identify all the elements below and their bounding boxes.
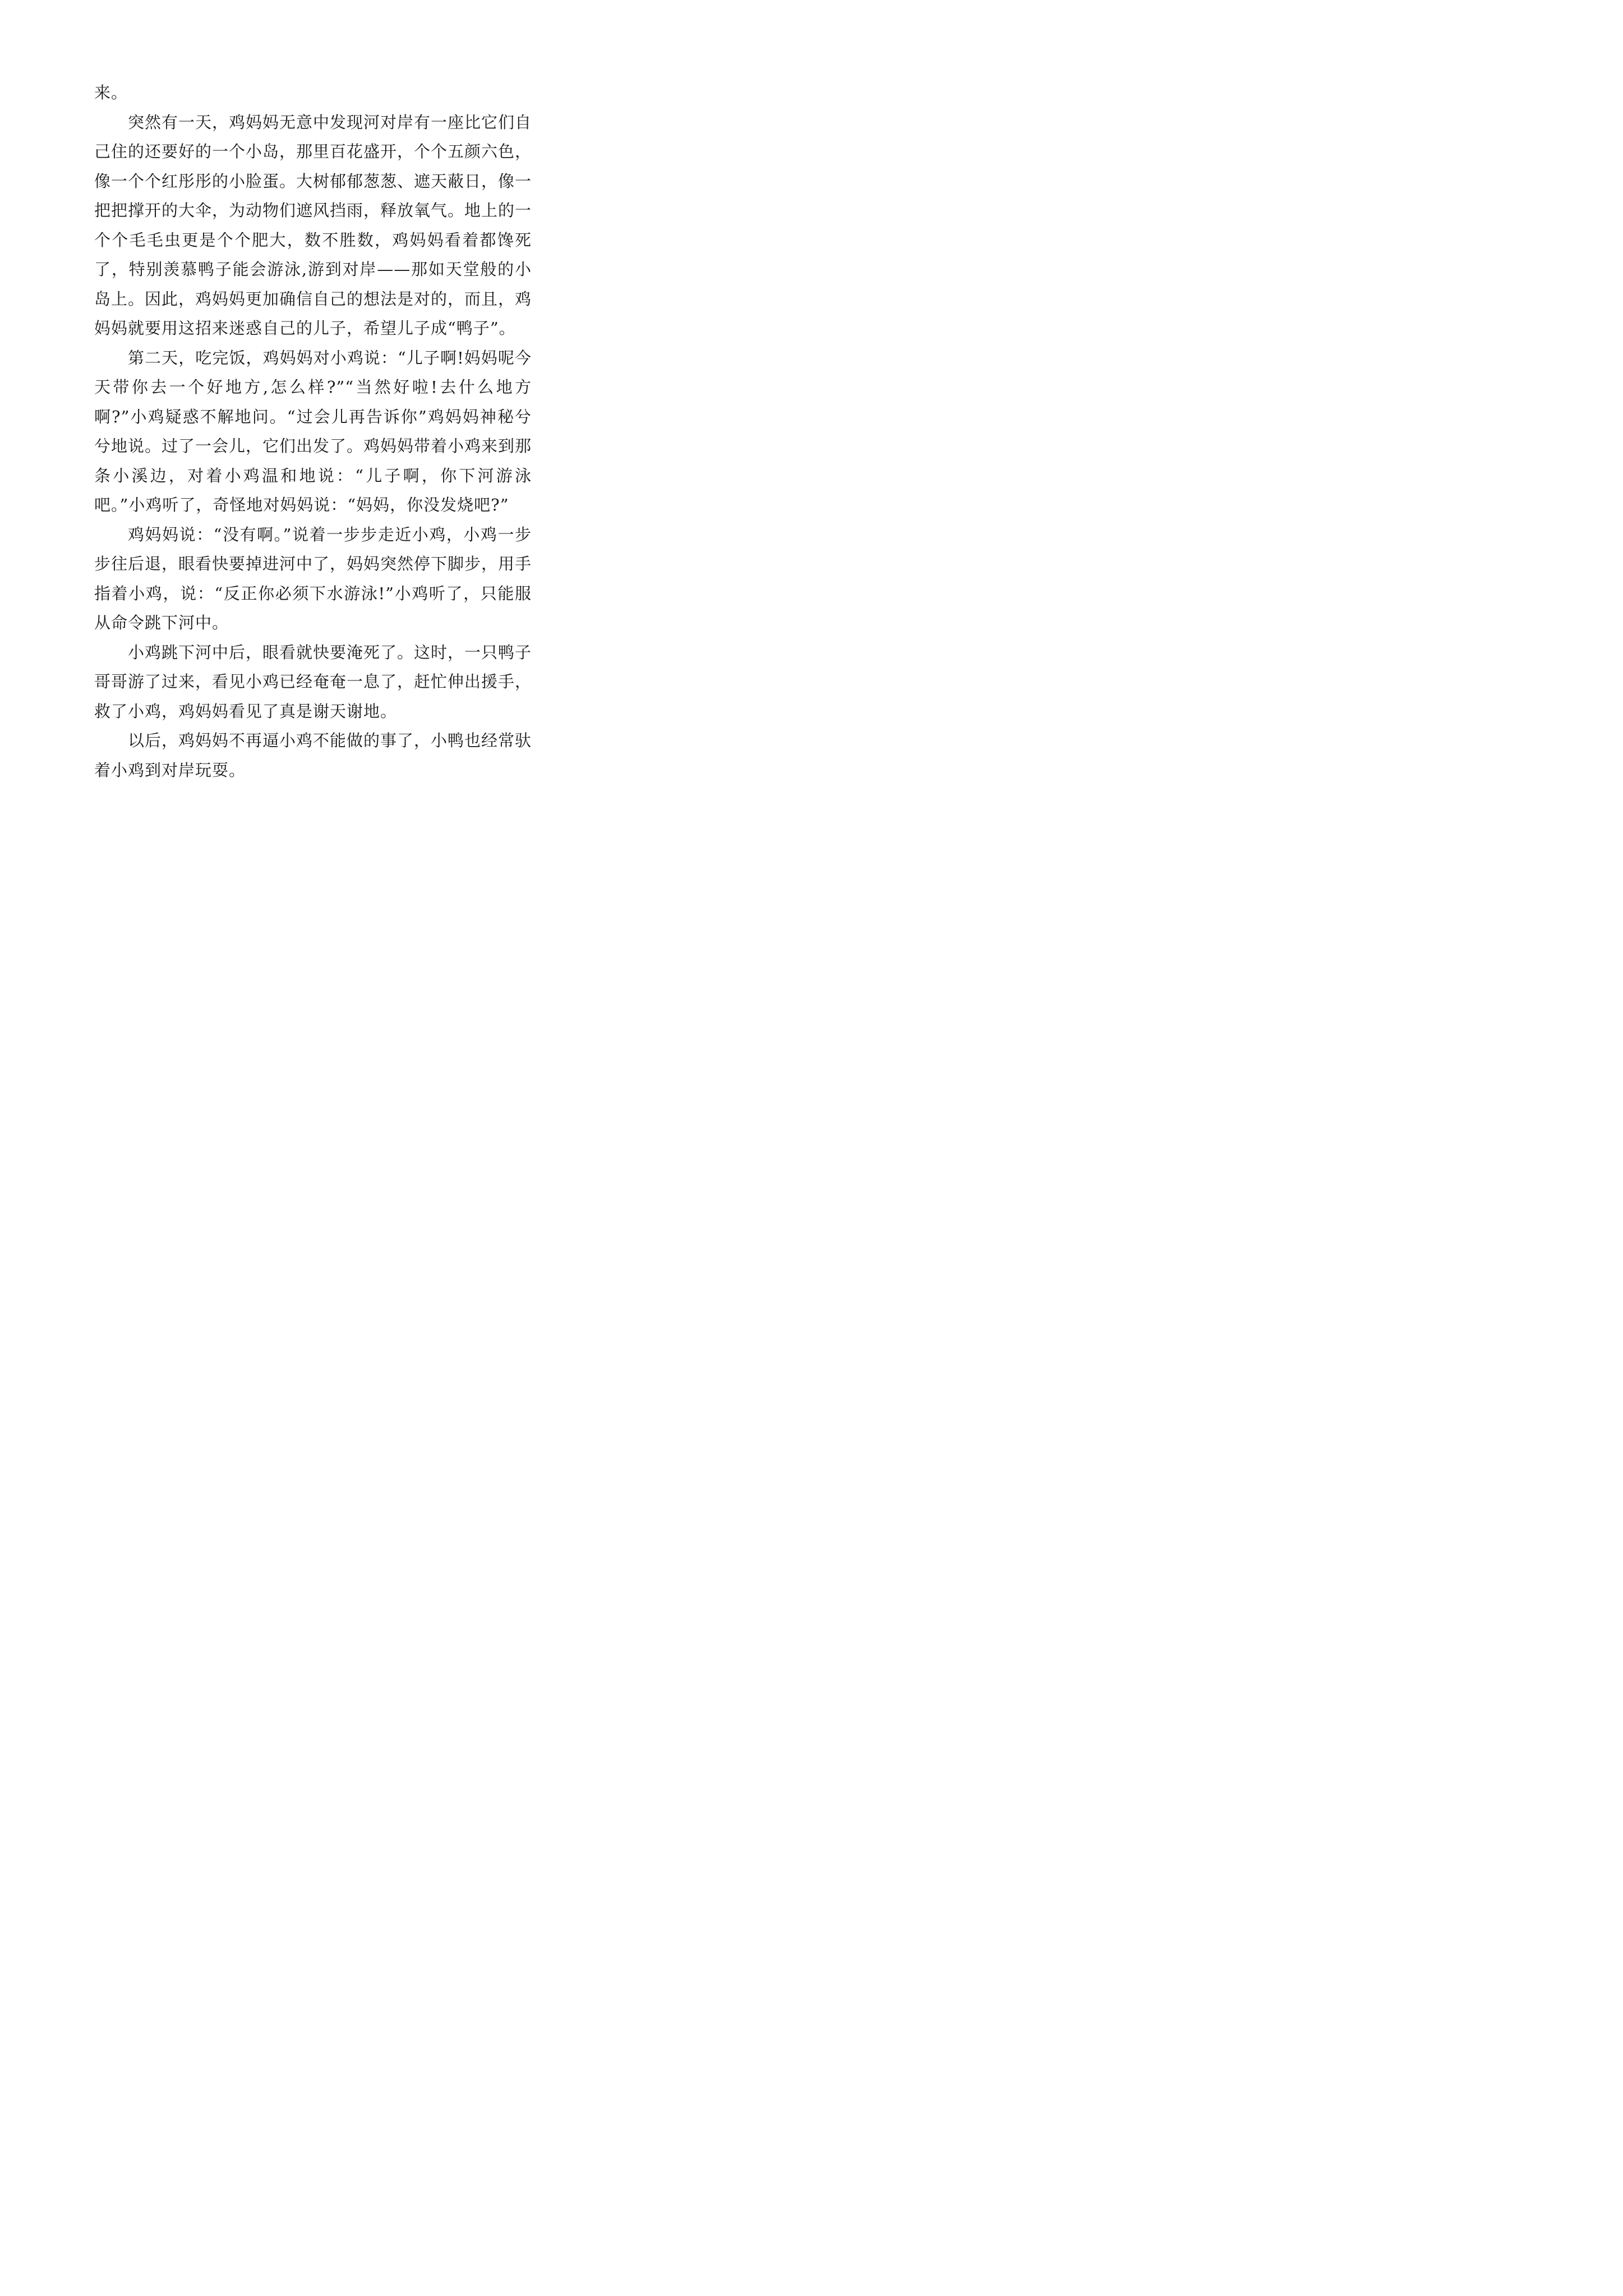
paragraph-next-day: 第二天，吃完饭，鸡妈妈对小鸡说：“儿子啊!妈妈呢今天带你去一个好地方,怎么样?”“当然好啦!去什么地方啊?”小鸡疑惑不解地问。“过会儿再告诉你”鸡妈妈神秘兮兮地说。过了一会儿，它们出发了。鸡妈妈带着小鸡来到那条小溪边，对着小鸡温和地说：“儿子啊，你下河游泳吧。”小鸡听了，奇怪地对妈妈说：“妈妈，你没发烧吧?” <box>94 348 532 514</box>
story-text <box>94 78 532 785</box>
paragraph-forced-swim: 鸡妈妈说：“没有啊。”说着一步步走近小鸡，小鸡一步步往后退，眼看快要掉进河中了，妈妈突然停下脚步，用手指着小鸡，说：“反正你必须下水游泳!”小鸡听了，只能服从命令跳下河中。 <box>94 524 532 632</box>
paragraph-continuation: 来。 <box>94 83 128 102</box>
paragraph-ending: 以后，鸡妈妈不再逼小鸡不能做的事了，小鸭也经常驮着小鸡到对岸玩耍。 <box>94 731 532 780</box>
paragraph-island-discovery: 突然有一天，鸡妈妈无意中发现河对岸有一座比它们自己住的还要好的一个小岛，那里百花盛开，个个五颜六色，像一个个红彤彤的小脸蛋。大树郁郁葱葱、遮天蔽日，像一把把撑开的大伞，为动物们遮风挡雨，释放氧气。地上的一个个毛毛虫更是个个肥大，数不胜数，鸡妈妈看着都馋死了，特别羡慕鸭子能会游泳,游到对岸——那如天堂般的小岛上。因此，鸡妈妈更加确信自己的想法是对的，而且，鸡妈妈就要用这招来迷惑自己的儿子，希望儿子成“鸭子”。 <box>94 112 532 338</box>
document-page <box>0 0 617 873</box>
paragraph-rescue: 小鸡跳下河中后，眼看就快要淹死了。这时，一只鸭子哥哥游了过来，看见小鸡已经奄奄一息了，赶忙伸出援手，救了小鸡，鸡妈妈看见了真是谢天谢地。 <box>94 642 532 721</box>
